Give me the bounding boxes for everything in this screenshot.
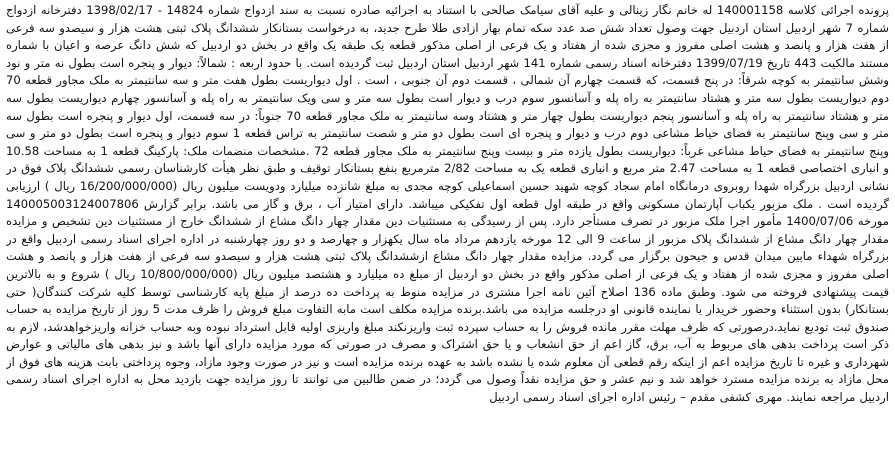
auction-notice-document [6,2,889,469]
notice-body-text: پرونده اجرائی کلاسه 140001158 له خانم نگار زینالی و علیه آقای سیامک صالحی با استناد به اجرائیه صادره نسبت به سند ازدواج شماره 14824 - 1398/02/17 دفترخانه ازدواج شماره 7 شهر اردبیل استان اردبیل جهت وصول تعداد شش صد عدد سکه تمام بهار ازادی طلا طرح جدید، به درخواست بستانکار ششدانگ پلاک ثبتی هشت هزار و سیصدو سه فرعی از هفت هزار و پانصد و هشت اصلی مفروز و مجزی شده از هفتاد و یک فرعی از اصلی مذکور قطعه یک طبقه یک واقع در بخش دو اردبیل که شش دانگ عرصه و اعیان با شماره مستند مالکیت 443 تاریخ 1399/07/19 دفترخانه اسناد رسمی شماره 141 شهر اردبیل استان اردبیل ثبت گردیده است. با حدود اربعه : شمالاً: دیوار و پنجره است بطول نه متر و نود وشش سانتیمتر به کوچه شرقاً: در پنج قسمت، که قسمت چهارم آن شمالی ، قسمت دوم آن جنوبی ، است . اول دیواریست بطول هفت متر و سه سانتیمتر به ملک مجاور قطعه 70 دوم دیواریست بطول سه متر و هشتاد سانتیمتر به راه پله و آسانسور سوم درب و دیوار است بطول سه متر و سی ویک سانتیمتر به راه پله و آسانسور چهارم دیواریست بطول سه متر و هشتاد سانتیمتر به راه پله و آسانسور پنجم دیواریست بطول چهار متر و هشتاد وسه سانتیمتر به ملک مجاور قطعه 70 جنوباً: در سه قسمت، اول دیوار و پنجره است بطول سه متر و سی وپنج سانتیمتر به فضای حیاط مشاعی دوم درب و دیوار و پنجره ای است بطول دو متر و شصت سانتیمتر به تراس قطعه 1 سوم دیوار و پنجره است بطول دو متر و سی وپنج سانتیمتر به فضای حیاط مشاعی غرباً: دیواریست بطول یازده متر و بیست وپنج سانتیمتر به ملک مجاور قطعه 72 .مشخصات منضمات ملک: پارکینگ قطعه 1 به مساحت 10.58 و انباری اختصاصی قطعه 1 به مساحت 2.47 متر مربع و انباری قطعه یک به مساحت 2/82 مترمربع بنفع بستانکار توقیف و طبق نظر هیأت کارشناسان رسمی ششدانگ پلاک فوق در نشانی اردبیل بزرگراه شهدا روبروی درمانگاه امام سجاد کوچه شهید حسین اسماعیلی کوچه مجدی به مبلغ شانزده میلیارد ودویست میلیون ریال (16/200/000/000 ریال ) ارزیابی گردیده است . ملک مزبور یکباب آپارتمان مسکونی واقع در طبقه اول قطعه اول تفکیکی میباشد. دارای امتیاز آب ، برق و گاز می باشد. برابر گزارش 140005003124007806 مورخه 1400/07/06 مأمور اجرا ملک مزبور در تصرف مستأجر دارد. پس از رسیدگی به مستثنیات دین مقدار چهار دانگ مشاع از ششدانگ خارج از مستثنیات دین تشخیص و مزایده مقدار چهار دانگ مشاع از ششدانگ پلاک مزبور از ساعت 9 الی 12 مورخه یازدهم مرداد ماه سال یکهزار و چهارصد و دو روز چهارشنبه در اداره اجرای اسناد رسمی اردبیل واقع در بزرگراه شهداء مابین میدان قدس و جیحون برگزار می گردد. مزایده مقدار چهار دانگ مشاع ازششدانگ پلاک ثبتی هشت هزار و سیصدو سه فرعی از هفت هزار و پانصد و هشت اصلی مفروز و مجزی شده از هفتاد و یک فرعی از اصلی مذکور واقع در بخش دو اردبیل از مبلغ ده میلیارد و هشتصد میلیون ریال (10/800/000/000 ریال ) شروع و به بالاترین قیمت پیشنهادی فروخته می شود. وطبق ماده 136 اصلاح آئین نامه اجرا مشتری در مزایده منوط به پرداخت ده درصد از مبلغ پایه کارشناسی توسط کلیه شرکت کنندگان( حتی بستانکار) بدون استثناء وحضور خریدار یا نماینده قانونی او درجلسه مزایده می باشد.برنده مزایده مکلف است مابه التفاوت مبلغ فروش را ظرف مدت 5 روز از تاریخ مزایده به حساب صندوق ثبت تودیع نماید.درصورتی که ظرف مهلت مقرر مانده فروش را به حساب سپرده ثبت واریزنکند مبلغ واریزی اولیه قابل استرداد نبوده وبه حساب خزانه واریزخواهدشد، لازم به ذکر است پرداخت بدهی های مربوط به آب، برق، گاز اعم از حق انشعاب و یا حق اشتراک و مصرف در صورتی که مورد مزایده دارای آنها باشد و نیز بدهی های مالیاتی و عوارض شهرداری و غیره تا تاریخ مزایده اعم از اینکه رقم قطعی آن معلوم شده یا نشده باشد به عهده برنده مزایده است و نیز در صورت وجود مازاد، وجوه پرداختی بابت هزینه های فوق از محل مازاد به برنده مزایده مسترد خواهد شد و نیم عشر و حق مزایده نقداً وصول می گردد؛ در ضمن طالبین می توانند تا روز مزایده جهت بازدید محل به اداره اجرای اسناد رسمی اردبیل مراجعه نمایند. مهری کشفی مقدم – رئیس اداره اجرای اسناد رسمی اردبیل [6,3,889,405]
